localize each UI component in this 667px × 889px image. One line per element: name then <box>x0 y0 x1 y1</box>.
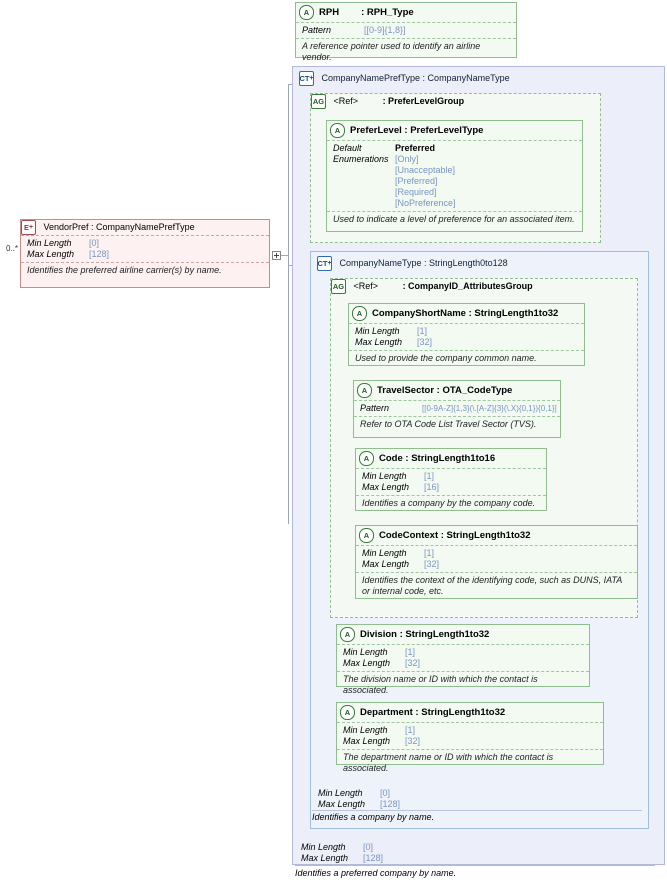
department-label: Department : StringLength1to32 <box>360 707 506 718</box>
vendorpref-label: VendorPref : CompanyNamePrefType <box>43 222 195 232</box>
facet-name: Pattern <box>360 403 390 413</box>
facet-name: Default <box>333 143 362 153</box>
attribute-icon: A <box>359 528 374 543</box>
code-header <box>356 449 546 468</box>
complextype-icon: CT + <box>299 71 314 86</box>
rph-attribute[interactable] <box>295 2 517 62</box>
csn-label: CompanyShortName : StringLength1to32 <box>372 308 559 319</box>
facet-value: [32] <box>424 559 440 569</box>
facet-row <box>333 143 578 154</box>
code-attribute[interactable] <box>355 448 547 511</box>
facet-name: Max Length <box>355 337 403 347</box>
facet-name: Max Length <box>318 799 366 809</box>
facet-value: [Only] <box>395 154 419 164</box>
facet-name: Max Length <box>301 853 349 863</box>
attribute-icon: A <box>340 627 355 642</box>
facet-name: Enumerations <box>333 154 389 164</box>
cnt-divider <box>312 810 642 811</box>
facet-row <box>343 736 599 747</box>
facet-row <box>318 799 648 810</box>
prefer-level-label: PreferLevel : PreferLevelType <box>350 125 484 136</box>
department-facets <box>337 723 603 749</box>
facet-value: [1] <box>424 471 435 481</box>
facet-value: [[0-9A-Z]{1,3}(\.[A-Z]{3}(\.X){0,1}){0,1}] <box>422 404 557 413</box>
facet-row <box>27 249 265 260</box>
facet-value: [Unacceptable] <box>395 165 456 175</box>
vendorpref-element[interactable] <box>20 219 270 288</box>
csn-doc: Used to provide the company common name. <box>349 350 584 367</box>
facet-name <box>333 198 395 209</box>
cnpt-header <box>293 67 664 90</box>
outer-doc: Identifies a preferred company by name. <box>295 868 457 878</box>
code-doc: Identifies a company by the company code. <box>356 495 546 512</box>
facet-value: [Preferred] <box>395 176 438 186</box>
outer-facets <box>295 840 665 866</box>
facet-value: Preferred <box>395 143 436 153</box>
code-facets <box>356 469 546 495</box>
facet-value: [32] <box>405 736 421 746</box>
code-label: Code : StringLength1to16 <box>379 453 496 464</box>
facet-value: [NoPreference] <box>395 198 456 208</box>
cnt-header <box>311 252 648 275</box>
rph-header <box>296 3 516 22</box>
facet-row <box>362 548 633 559</box>
facet-name <box>333 176 395 187</box>
plg-ref-label: <Ref> <box>333 96 359 106</box>
facet-row <box>362 471 542 482</box>
facet-row <box>333 165 578 176</box>
attribute-icon: A <box>352 306 367 321</box>
facet-name: Min Length <box>27 238 72 248</box>
facet-value: [0] <box>380 788 391 798</box>
division-facets <box>337 645 589 671</box>
facet-name: Max Length <box>362 559 410 569</box>
facet-row <box>360 403 556 414</box>
facet-row <box>362 482 542 493</box>
cc-doc: Identifies the context of the identifying code, such as DUNS, IATA or internal code, etc. <box>356 572 637 600</box>
facet-name <box>333 165 395 176</box>
cc-header <box>356 526 637 545</box>
rph-type: : RPH_Type <box>361 7 414 18</box>
cnpt-label: CompanyNamePrefType : CompanyNameType <box>321 73 510 83</box>
facet-value: [0] <box>363 842 374 852</box>
connector-trunk <box>288 84 289 524</box>
facet-value: [1] <box>405 725 416 735</box>
attributegroup-icon: AG <box>311 94 326 109</box>
facet-value: [32] <box>417 337 433 347</box>
attribute-icon: A <box>340 705 355 720</box>
prefer-level-doc: Used to indicate a level of preference for an associated item. <box>327 211 582 228</box>
division-attribute[interactable] <box>336 624 590 695</box>
facet-value: [16] <box>424 482 440 492</box>
ts-doc: Refer to OTA Code List Travel Sector (TVS). <box>354 416 560 433</box>
facet-value: [0] <box>89 238 100 248</box>
facet-value: [128] <box>363 853 384 863</box>
code-context-attribute[interactable] <box>355 525 638 599</box>
csn-header <box>349 304 584 323</box>
facet-name: Max Length <box>343 658 391 668</box>
facet-row <box>301 842 661 853</box>
facet-row <box>355 337 580 348</box>
facet-name: Max Length <box>343 736 391 746</box>
department-attribute[interactable] <box>336 702 604 773</box>
facet-row <box>343 647 585 658</box>
facet-name: Pattern <box>302 25 332 35</box>
facet-name: Min Length <box>362 548 407 558</box>
division-label: Division : StringLength1to32 <box>360 629 490 640</box>
rph-facets <box>296 23 516 38</box>
facet-value: [Required] <box>395 187 437 197</box>
vendorpref-doc: Identifies the preferred airline carrier(s) by name. <box>21 262 269 279</box>
facet-name: Min Length <box>355 326 400 336</box>
occurs-indicator: 0..* <box>6 244 19 253</box>
ts-header <box>354 381 560 400</box>
facet-row <box>302 25 512 36</box>
facet-name: Min Length <box>362 471 407 481</box>
rph-label: RPH <box>319 7 340 18</box>
cc-label: CodeContext : StringLength1to32 <box>379 530 531 541</box>
facet-name <box>333 187 395 198</box>
facet-row <box>343 658 585 669</box>
ciag-type: : CompanyID_AttributesGroup <box>402 281 533 291</box>
facet-name: Min Length <box>343 647 388 657</box>
facet-row <box>333 198 578 209</box>
facet-row <box>333 176 578 187</box>
facet-name: Min Length <box>343 725 388 735</box>
prefer-level-header <box>327 121 582 140</box>
facet-row <box>355 326 580 337</box>
outer-divider <box>295 865 655 866</box>
facet-name: Min Length <box>301 842 346 852</box>
facet-name: Max Length <box>27 249 75 259</box>
attribute-icon: A <box>299 5 314 20</box>
cnt-facets <box>312 786 652 812</box>
csn-facets <box>349 324 584 350</box>
plg-type: : PreferLevelGroup <box>382 96 465 106</box>
facet-value: [1] <box>417 326 428 336</box>
complextype-icon: CT + <box>317 256 332 271</box>
prefer-level-facets <box>327 141 582 211</box>
facet-value: [32] <box>405 658 421 668</box>
department-header <box>337 703 603 722</box>
vendorpref-header <box>21 220 269 235</box>
facet-name: Max Length <box>362 482 410 492</box>
facet-value: [128] <box>380 799 401 809</box>
facet-name: Min Length <box>318 788 363 798</box>
rph-doc: A reference pointer used to identify an airline vendor. <box>296 38 516 66</box>
division-doc: The division name or ID with which the contact is associated. <box>337 671 589 699</box>
attribute-icon: A <box>359 451 374 466</box>
plg-header <box>311 94 600 109</box>
cnt-doc-text: Identifies a company by name. <box>312 812 435 822</box>
department-doc: The department name or ID with which the contact is associated. <box>337 749 603 777</box>
element-icon: E + <box>21 220 36 235</box>
facet-value: [1] <box>424 548 435 558</box>
attributegroup-icon: AG <box>331 279 346 294</box>
ciag-ref-label: <Ref> <box>353 281 379 291</box>
cnt-label: CompanyNameType : StringLength0to128 <box>339 258 508 268</box>
facet-row <box>343 725 599 736</box>
attribute-icon: A <box>330 123 345 138</box>
facet-row <box>333 187 578 198</box>
facet-row <box>27 238 265 249</box>
facet-value: [[0-9]{1,8}] <box>364 25 406 35</box>
travel-sector-attribute[interactable] <box>353 380 561 438</box>
vendorpref-facets <box>21 236 269 262</box>
facet-value: [1] <box>405 647 416 657</box>
ciag-header <box>331 279 637 294</box>
facet-row <box>301 853 661 864</box>
facet-row <box>333 154 578 165</box>
expand-toggle[interactable] <box>272 251 281 260</box>
company-short-name-attribute[interactable] <box>348 303 585 366</box>
prefer-level-attribute[interactable] <box>326 120 583 232</box>
facet-row <box>318 788 648 799</box>
cc-facets <box>356 546 637 572</box>
facet-value: [128] <box>89 249 110 259</box>
ts-facets <box>354 401 560 416</box>
facet-row <box>362 559 633 570</box>
division-header <box>337 625 589 644</box>
ts-label: TravelSector : OTA_CodeType <box>377 385 513 396</box>
attribute-icon: A <box>357 383 372 398</box>
